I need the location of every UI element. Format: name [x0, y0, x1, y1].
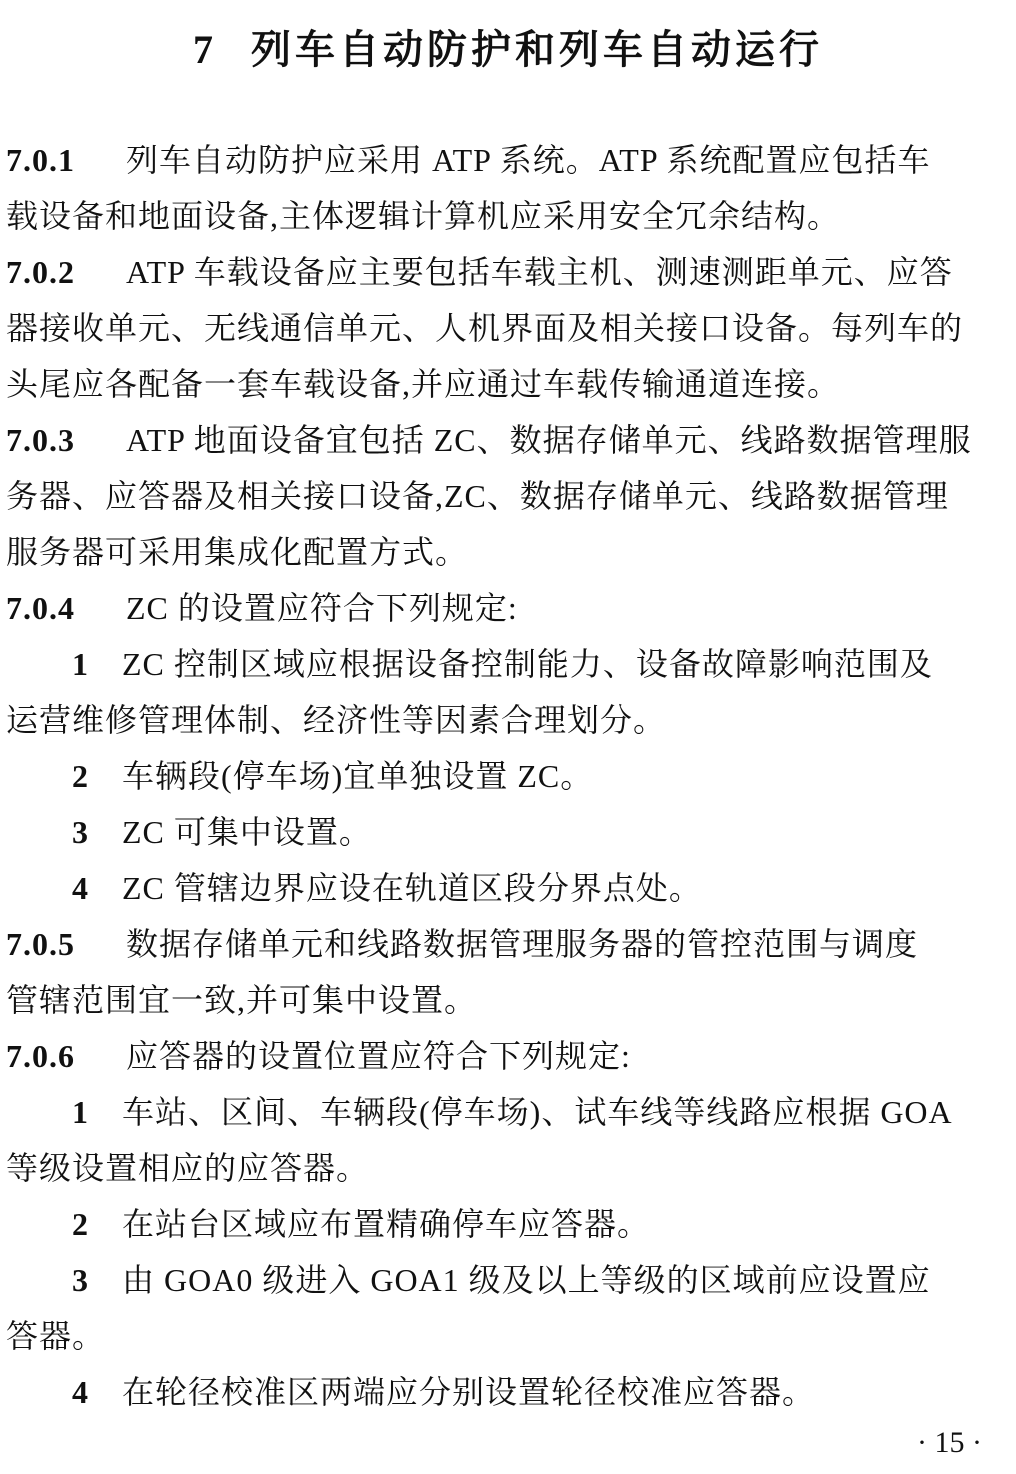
clause-7-0-4: [6, 588, 518, 628]
clause-number: 7.0.2: [6, 254, 75, 290]
list-item: [72, 1260, 931, 1300]
clause-text-line: 务器、应答器及相关接口设备,ZC、数据存储单元、线路数据管理: [6, 478, 949, 514]
item-text-line: 等级设置相应的应答器。: [6, 1150, 370, 1186]
item-text: 车辆段(停车场)宜单独设置 ZC。: [122, 758, 594, 794]
item-number: 3: [72, 1262, 89, 1298]
item-text: ZC 管辖边界应设在轨道区段分界点处。: [122, 870, 702, 906]
clause-7-0-2: [6, 252, 953, 292]
clause-text: 列车自动防护应采用 ATP 系统。ATP 系统配置应包括车: [126, 142, 931, 178]
item-number: 1: [72, 646, 89, 682]
list-item: [72, 1372, 815, 1412]
item-number: 1: [72, 1094, 89, 1130]
list-item: [72, 756, 593, 796]
clause-text: ZC 的设置应符合下列规定:: [126, 590, 518, 626]
clause-text: ATP 地面设备宜包括 ZC、数据存储单元、线路数据管理服: [126, 422, 972, 458]
clause-number: 7.0.4: [6, 590, 75, 626]
clause-number: 7.0.3: [6, 422, 75, 458]
item-number: 2: [72, 1206, 89, 1242]
list-item: [72, 1092, 953, 1132]
item-text: ZC 控制区域应根据设备控制能力、设备故障影响范围及: [122, 646, 933, 682]
page-number: · 15 ·: [917, 1426, 982, 1459]
chapter-heading: [0, 22, 1016, 78]
clause-7-0-5: [6, 924, 918, 964]
chapter-title: 列车自动防护和列车自动运行: [251, 27, 823, 73]
item-text-line: 运营维修管理体制、经济性等因素合理划分。: [6, 702, 667, 738]
list-item: [72, 644, 933, 684]
clause-text-line: 器接收单元、无线通信单元、人机界面及相关接口设备。每列车的: [6, 310, 964, 346]
item-text: ZC 可集中设置。: [122, 814, 372, 850]
list-item: [72, 1204, 650, 1244]
clause-text: ATP 车载设备应主要包括车载主机、测速测距单元、应答: [126, 254, 953, 290]
clause-7-0-3: [6, 420, 972, 460]
item-text: 在站台区域应布置精确停车应答器。: [122, 1206, 651, 1242]
item-number: 2: [72, 758, 89, 794]
item-text: 由 GOA0 级进入 GOA1 级及以上等级的区域前应设置应: [122, 1262, 931, 1298]
clause-number: 7.0.6: [6, 1038, 75, 1074]
item-number: 4: [72, 870, 89, 906]
clause-text-line: 管辖范围宜一致,并可集中设置。: [6, 982, 478, 1018]
clause-number: 7.0.5: [6, 926, 75, 962]
clause-7-0-6: [6, 1036, 631, 1076]
clause-text: 数据存储单元和线路数据管理服务器的管控范围与调度: [126, 926, 919, 962]
clause-text-line: 服务器可采用集成化配置方式。: [6, 534, 469, 570]
list-item: [72, 812, 372, 852]
clause-number: 7.0.1: [6, 142, 75, 178]
clause-text: 应答器的设置位置应符合下列规定:: [126, 1038, 631, 1074]
item-number: 3: [72, 814, 89, 850]
clause-text-line: 头尾应各配备一套车载设备,并应通过车载传输通道连接。: [6, 366, 841, 402]
list-item: [72, 868, 702, 908]
item-text: 在轮径校准区两端应分别设置轮径校准应答器。: [122, 1374, 816, 1410]
item-number: 4: [72, 1374, 89, 1410]
clause-7-0-1: [6, 140, 930, 180]
item-text-line: 答器。: [6, 1318, 106, 1354]
chapter-number: 7: [193, 27, 217, 72]
item-text: 车站、区间、车辆段(停车场)、试车线等线路应根据 GOA: [122, 1094, 953, 1130]
clause-text-line: 载设备和地面设备,主体逻辑计算机应采用安全冗余结构。: [6, 198, 841, 234]
